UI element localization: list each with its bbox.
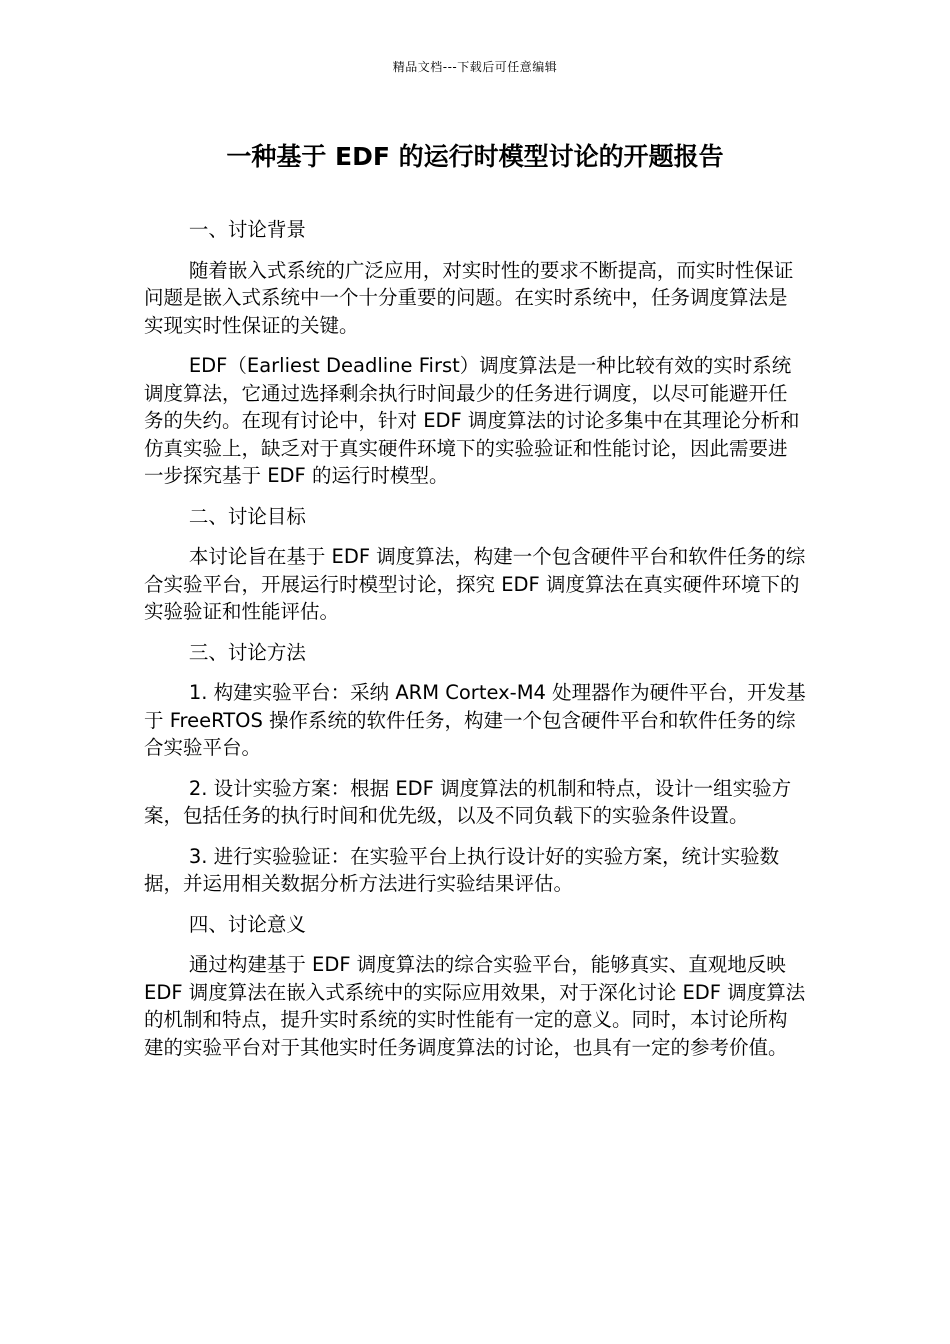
- document-body: [144, 216, 806, 1074]
- document-title: 一种基于 EDF 的运行时模型讨论的开题报告: [226, 142, 724, 171]
- paragraph: 随着嵌入式系统的广泛应用，对实时性的要求不断提高，而实时性保证问题是嵌入式系统中一个十分重要的问题。在实时系统中，任务调度算法是实现实时性保证的关键。: [144, 258, 794, 337]
- section-heading-significance: 四、讨论意义: [188, 912, 306, 936]
- paragraph: EDF（Earliest Deadline First）调度算法是一种比较有效的实时系统调度算法，它通过选择剩余执行时间最少的任务进行调度，以尽可能避开任务的失约。在现有讨论中，针对 EDF 调度算法的讨论多集中在其理论分析和仿真实验上，缺乏对于真实硬件环境下的实验验证和性能讨论，因此需要进一步探究基于 EDF 的运行时模型。: [144, 354, 800, 487]
- section-heading-methods: 三、讨论方法: [188, 640, 306, 664]
- paragraph: 3. 进行实验验证：在实验平台上执行设计好的实验方案，统计实验数据，并运用相关数据分析方法进行实验结果评估。: [144, 844, 780, 895]
- paragraph: 本讨论旨在基于 EDF 调度算法，构建一个包含硬件平台和软件任务的综合实验平台，开展运行时模型讨论，探究 EDF 调度算法在真实硬件环境下的实验验证和性能评估。: [144, 545, 806, 623]
- section-heading-goals: 二、讨论目标: [188, 504, 306, 528]
- paragraph: 通过构建基于 EDF 调度算法的综合实验平台，能够真实、直观地反映 EDF 调度算法在嵌入式系统中的实际应用效果，对于深化讨论 EDF 调度算法的机制和特点，提升实时系统的实时性能有一定的意义。同时，本讨论所构建的实验平台对于其他实时任务调度算法的讨论，也具有一定的参考价值。: [144, 953, 806, 1059]
- paragraph: 2. 设计实验方案：根据 EDF 调度算法的机制和特点，设计一组实验方案，包括任务的执行时间和优先级，以及不同负载下的实验条件设置。: [144, 776, 792, 827]
- paragraph: 1. 构建实验平台：采纳 ARM Cortex-M4 处理器作为硬件平台，开发基于 FreeRTOS 操作系统的软件任务，构建一个包含硬件平台和软件任务的综合实验平台。: [144, 681, 806, 759]
- header-note: 精品文档---下载后可任意编辑: [392, 60, 558, 74]
- section-heading-background: 一、讨论背景: [188, 218, 306, 241]
